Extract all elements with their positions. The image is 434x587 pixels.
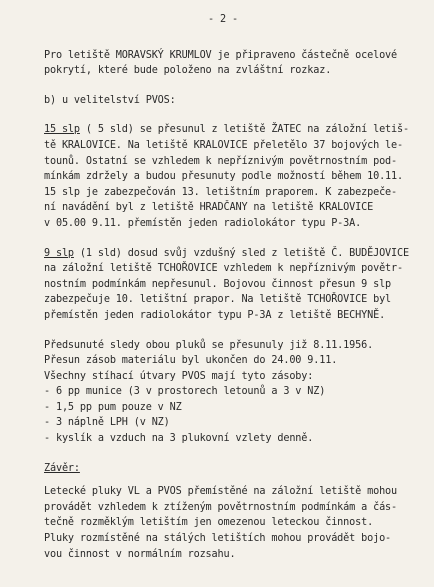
paragraph-9-slp-text: (1 sld) dosud svůj vzdušný sled z letiště Č. BUDĚJOVICE na záložní letiště TCHOŘOVICE vzhledem k nepříznivým povětr- nostním podmínkám nepřesunul. Bojovou činnost přesun 9 slp zabezpečuje 10. letištní prapor. Na letiště TCHOŘOVICE byl přemístěn jeden radiolokátor typu P-3A z letiště BECHYNĚ. bbox=[44, 247, 409, 321]
unit-label-9-slp: 9 slp bbox=[44, 247, 74, 259]
page-number: - 2 - bbox=[208, 14, 238, 25]
supplies-list bbox=[44, 384, 412, 446]
list-item: - kyslík a vzduch na 3 plukovní vzlety denně. bbox=[44, 433, 314, 445]
section-b-heading: b) u velitelství PVOS: bbox=[44, 94, 176, 106]
list-item: - 1,5 pp pum pouze v NZ bbox=[44, 401, 182, 413]
paragraph-krumlov: Pro letiště MORAVSKÝ KRUMLOV je připraveno částečně ocelové pokrytí, které bude položeno na zvláštní rozkaz. bbox=[44, 49, 398, 77]
paragraph-15-slp-text: ( 5 sld) se přesunul z letiště ŽATEC na záložní letiš- tě KRALOVICE. Na letiště KRALOVICE přeletělo 37 bojových le- tounů. Ostatní se vzhledem k nepříznivým povětrnostním pod- mínkám zdržely a budou přesunuty podle možností během 10.11. 15 slp je zabezpečován 13. letištním praporem. K zabezpeče- ní navádění byl z letiště HRADČANY na letiště KRALOVICE v 05.00 9.11. přemístěn jeden radiolokátor typu P-3A. bbox=[44, 124, 409, 229]
paragraph-15-slp bbox=[44, 122, 412, 231]
unit-label-15-slp: 15 slp bbox=[44, 124, 80, 136]
paragraph-9-slp bbox=[44, 246, 412, 324]
list-item: - 6 pp munice (3 v prostorech letounů a 3 v NZ) bbox=[44, 386, 326, 398]
conclusion-heading: Závěr: bbox=[44, 462, 80, 474]
paragraph-advance-units: Předsunuté sledy obou pluků se přesunuly již 8.11.1956. Přesun zásob materiálu byl ukončen do 24.00 9.11. Všechny stíhací útvary PVOS mají tyto zásoby: bbox=[44, 339, 374, 382]
list-item: - 3 náplně LPH (v NZ) bbox=[44, 417, 170, 429]
paragraph-conclusion: Letecké pluky VL a PVOS přemístěné na záložní letiště mohou provádět vzhledem k ztíženým povětrnostním podmínkám a čás- tečně rozměklým letištím jen omezenou leteckou činnost. Pluky rozmístěné na stálých letištích mohou provádět bojo- vou činnost v normálním rozsahu. bbox=[44, 486, 398, 560]
